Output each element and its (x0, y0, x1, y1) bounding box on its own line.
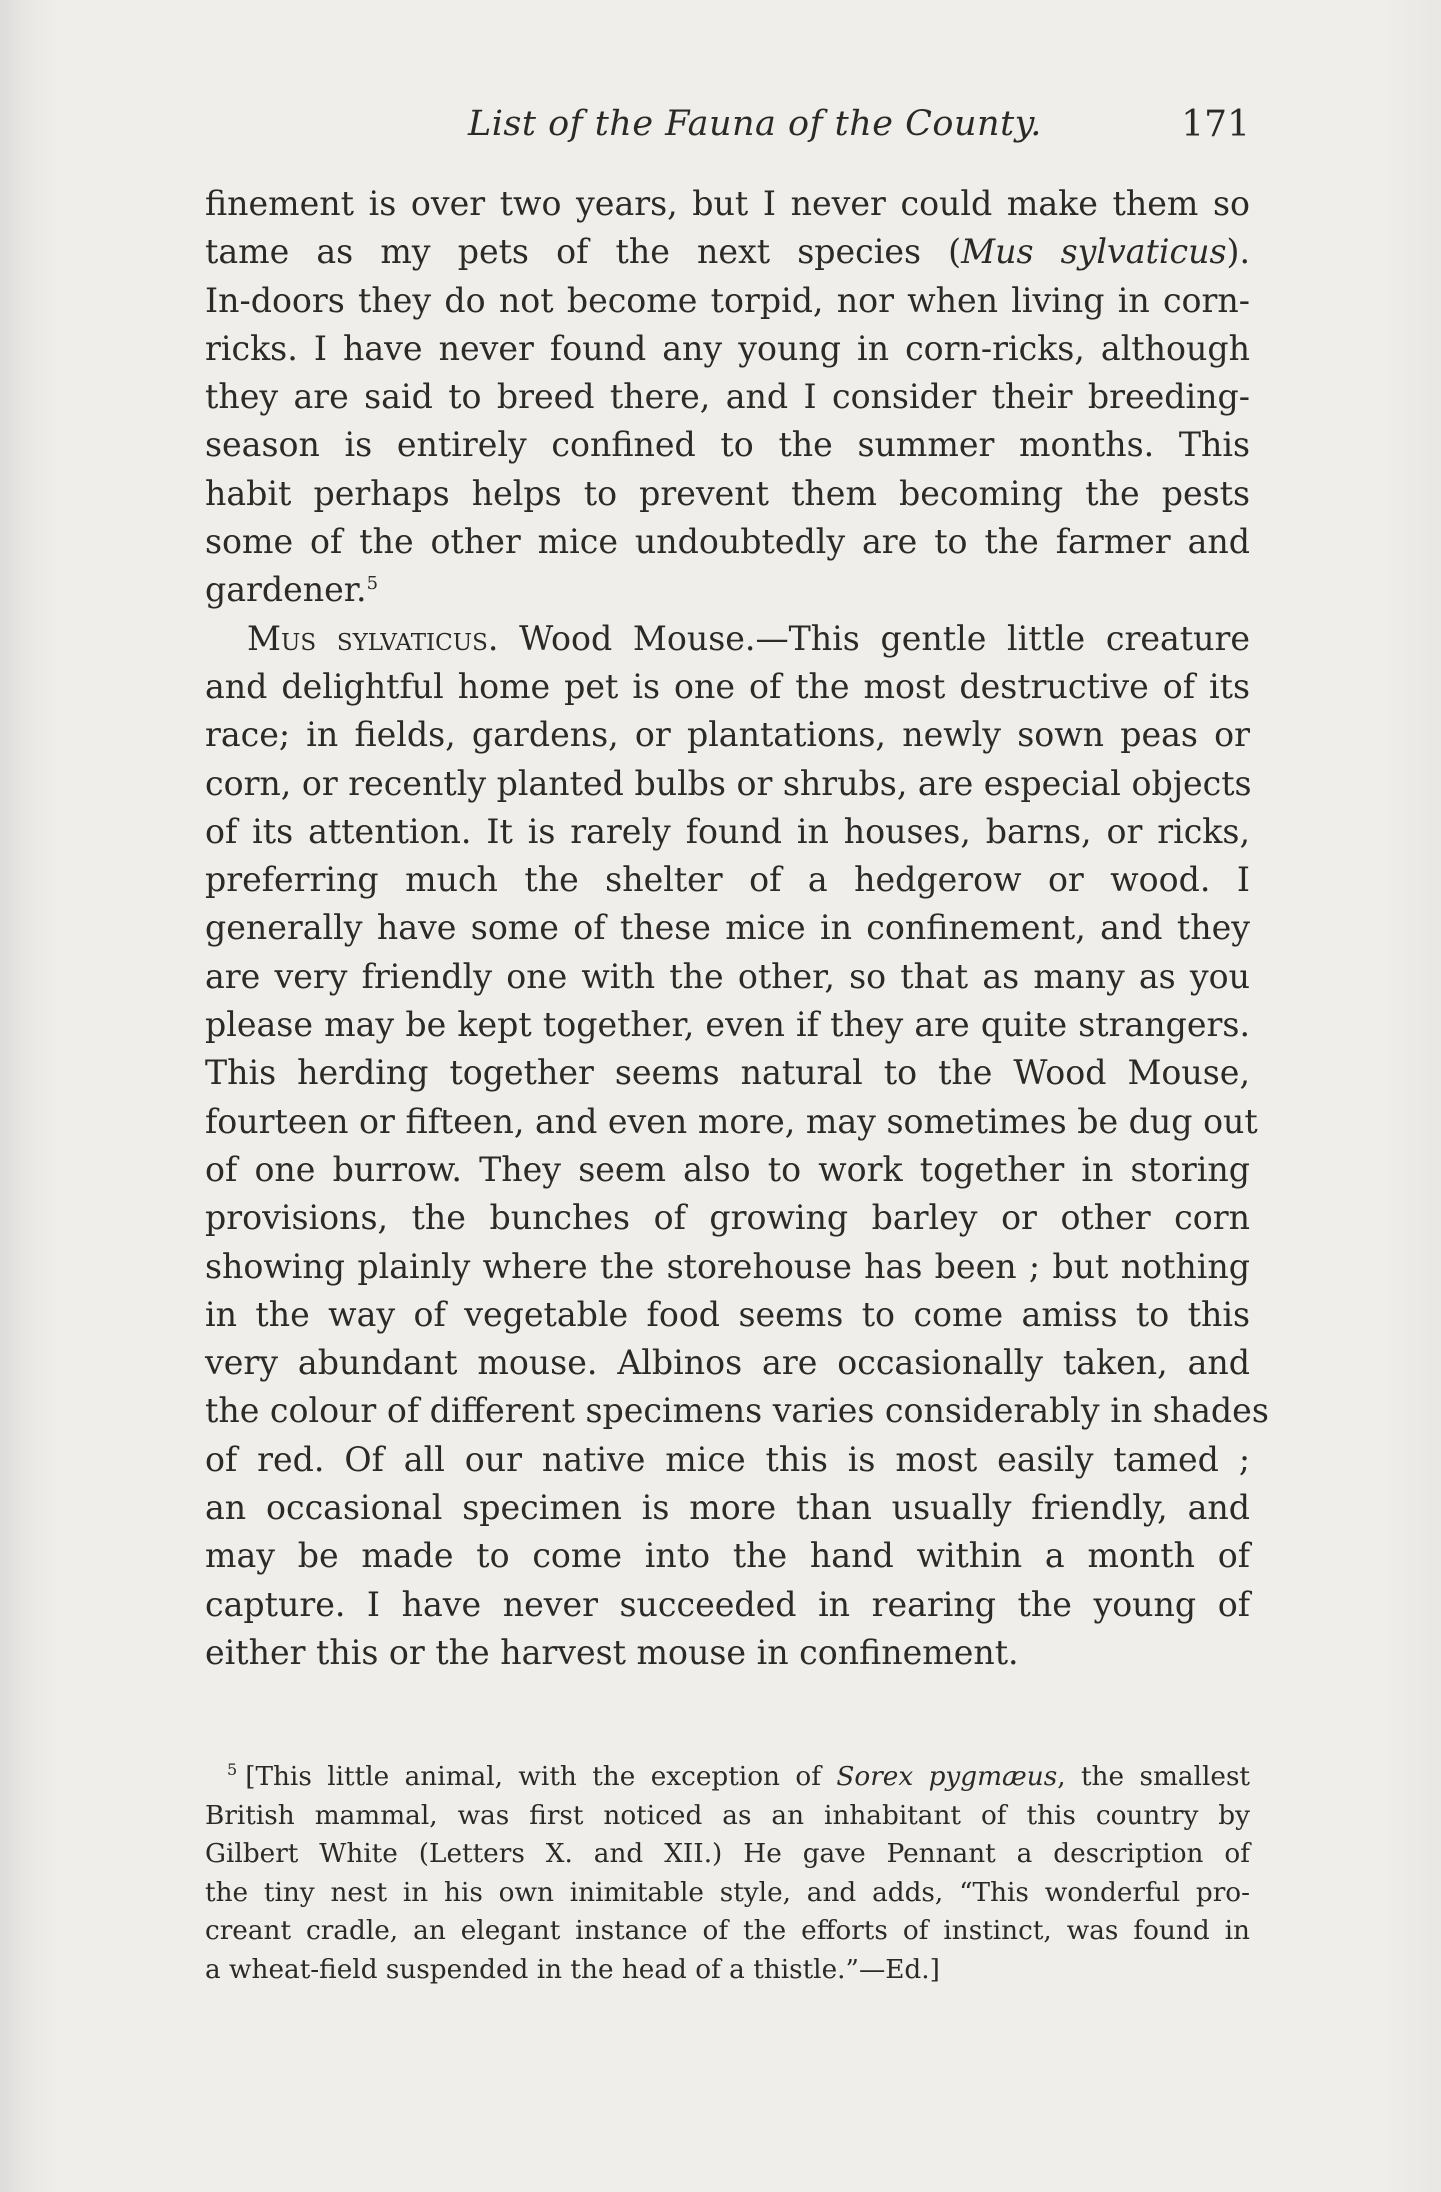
text-line: In-doors they do not become torpid, nor when living in corn- (205, 280, 1250, 320)
footnote-line: the tiny nest in his own inimitable style, and adds, “This wonderful pro- (205, 1877, 1250, 1908)
text-line: of one burrow. They seem also to work together in storing (205, 1149, 1250, 1189)
footnote-line: British mammal, was first noticed as an inhabitant of this country by (205, 1800, 1250, 1831)
text-line: they are said to breed there, and I consider their breeding- (205, 377, 1250, 417)
text-line (205, 615, 1250, 663)
text-line: may be made to come into the hand within a month of (205, 1536, 1250, 1576)
species-name-italic: Mus sylvaticus (961, 232, 1227, 272)
footnote-reference: 5 (366, 573, 379, 595)
species-name-italic: Sorex pygmæus (836, 1762, 1058, 1792)
text-line: fourteen or fifteen, and even more, may sometimes be dug out (205, 1101, 1258, 1141)
text-line: of red. Of all our native mice this is most easily tamed ; (205, 1439, 1250, 1479)
species-heading: Mus sylvaticus. (247, 618, 499, 658)
text-line: generally have some of these mice in confinement, and they (205, 908, 1250, 948)
text-line: showing plainly where the storehouse has been ; but nothing (205, 1246, 1250, 1286)
text-segment: Wood Mouse.—This gentle little creature (498, 618, 1250, 658)
text-segment: ). (1226, 232, 1250, 272)
text-line: season is entirely confined to the summer months. This (205, 425, 1250, 465)
page-header (200, 100, 1250, 160)
footnote-line (205, 1758, 1250, 1797)
text-line: capture. I have never succeeded in rearing the young of (205, 1584, 1250, 1624)
text-line: are very friendly one with the other, so that as many as you (205, 956, 1250, 996)
text-line: ricks. I have never found any young in corn-ricks, although (205, 328, 1250, 368)
text-line: corn, or recently planted bulbs or shrubs, are especial objects (205, 763, 1252, 803)
footnote-line: Gilbert White (Letters X. and XII.) He gave Pennant a description of (205, 1839, 1250, 1869)
footnote-marker: 5 (227, 1760, 238, 1780)
text-line: finement is over two years, but I never could make them so (205, 184, 1250, 223)
text-segment: tame as my pets of the next species ( (205, 232, 962, 272)
text-segment: gardener. (205, 570, 367, 610)
text-line: please may be kept together, even if they are quite strangers. (205, 1005, 1250, 1045)
text-line: and delightful home pet is one of the most destructive of its (205, 666, 1250, 706)
text-line: in the way of vegetable food seems to come amiss to this (205, 1294, 1250, 1334)
footnote-line: a wheat-field suspended in the head of a thistle.”—Ed.] (205, 1954, 940, 1985)
running-title: List of the Fauna of the County. (468, 104, 1042, 144)
text-line: some of the other mice undoubtedly are to the farmer and (205, 522, 1250, 562)
text-segment: , the smallest (1057, 1762, 1251, 1792)
text-line: preferring much the shelter of a hedgerow or wood. I (205, 860, 1250, 900)
text-line: race; in fields, gardens, or plantations, newly sown peas or (205, 715, 1250, 755)
footnote (205, 1758, 1250, 1989)
text-line: very abundant mouse. Albinos are occasionally taken, and (205, 1343, 1250, 1383)
text-line: This herding together seems natural to the Wood Mouse, (205, 1053, 1250, 1093)
text-segment: [This little animal, with the exception of (245, 1762, 837, 1792)
text-line: habit perhaps helps to prevent them becoming the pests (205, 473, 1250, 513)
text-line: the colour of different specimens varies considerably in shades (205, 1391, 1269, 1431)
text-line: provisions, the bunches of growing barley or other corn (205, 1198, 1250, 1238)
footnote-line: creant cradle, an elegant instance of the efforts of instinct, was found in (205, 1916, 1250, 1946)
body-text (205, 180, 1269, 1677)
text-line: either this or the harvest mouse in confinement. (205, 1632, 1019, 1672)
page-number: 171 (1181, 104, 1250, 145)
text-line: of its attention. It is rarely found in houses, barns, or ricks, (205, 811, 1250, 851)
text-line (205, 566, 1250, 614)
text-line: an occasional specimen is more than usually friendly, and (205, 1488, 1250, 1528)
text-line (205, 228, 1250, 276)
